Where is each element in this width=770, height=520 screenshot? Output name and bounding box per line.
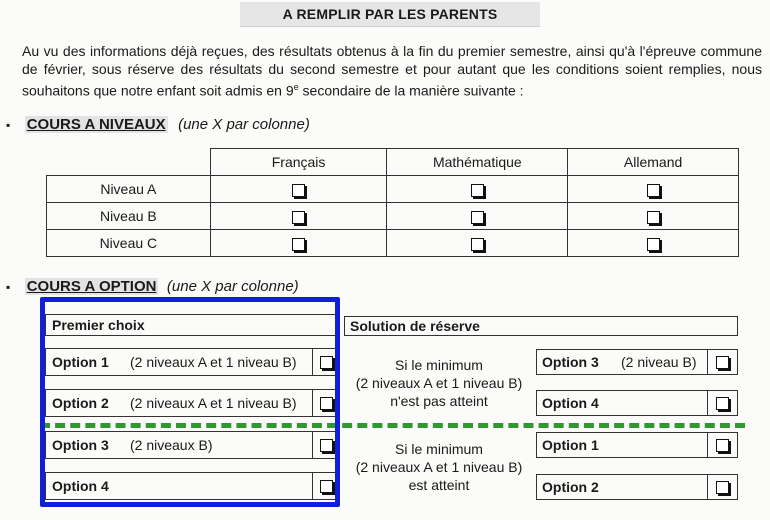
checkbox-niveau-a-francais[interactable] (292, 184, 305, 197)
row-label-niveau-b: Niveau B (47, 203, 211, 230)
left-option-2-name: Option 2 (52, 395, 109, 411)
checkbox-niveau-c-allemand[interactable] (647, 238, 660, 251)
checkbox-niveau-a-allemand[interactable] (647, 184, 660, 197)
section2-note: (une X par colonne) (166, 278, 299, 295)
condition-line: est atteint (408, 477, 470, 493)
left-option-1-detail: (2 niveaux A et 1 niveau B) (130, 354, 297, 370)
table-row (47, 203, 739, 230)
section2-bullet: ▪ (6, 280, 11, 294)
checkbox-right-option-4[interactable] (716, 481, 729, 494)
intro-text-end: secondaire de la manière suivante : (298, 82, 524, 99)
condition-met-text (344, 440, 534, 494)
right-option-3-name: Option 1 (542, 437, 599, 453)
section1-bullet: ▪ (6, 118, 11, 132)
condition-not-met-text (344, 356, 534, 410)
section1-note: (une X par colonne) (178, 116, 310, 133)
checkbox-niveau-b-allemand[interactable] (647, 211, 660, 224)
column-header-mathematique: Mathématique (387, 149, 568, 176)
right-option-row (536, 474, 738, 500)
checkbox-right-option-1[interactable] (716, 356, 729, 369)
section1-title: COURS A NIVEAUX (26, 116, 166, 133)
right-option-1-detail: (2 niveau B) (621, 354, 697, 370)
checkbox-niveau-a-mathematique[interactable] (471, 184, 484, 197)
table-row (47, 176, 739, 203)
left-option-3-detail: (2 niveaux B) (130, 437, 213, 453)
checkbox-right-option-2[interactable] (716, 397, 729, 410)
row-label-niveau-a: Niveau A (47, 176, 211, 203)
blue-highlight-box (40, 297, 340, 507)
solution-reserve-header: Solution de réserve (344, 316, 738, 336)
left-option-4-name: Option 4 (52, 478, 109, 494)
section1-bullet-row (6, 116, 310, 134)
form-title: A REMPLIR PAR LES PARENTS (282, 6, 498, 22)
condition-line: Si le minimum (395, 357, 483, 373)
right-option-1-name: Option 3 (542, 354, 599, 370)
intro-text: Au vu des informations déjà reçues, des résultats obtenus à la fin du premier semestre, ainsi qu'à l'épreuve commune de février, sous réserve des résultats du second semestre et pour autant que les conditions soient remplies, nous souhaitons que notre enfant soit admis en 9 (22, 43, 762, 99)
section2-title: COURS A OPTION (26, 278, 157, 295)
intro-paragraph (22, 42, 762, 100)
table-corner (47, 149, 211, 176)
checkbox-niveau-b-mathematique[interactable] (471, 211, 484, 224)
checkbox-niveau-b-francais[interactable] (292, 211, 305, 224)
right-option-row (536, 432, 738, 458)
intro-superscript: e (293, 82, 299, 92)
niveaux-table (46, 148, 739, 257)
right-option-row (536, 390, 738, 416)
premier-choix-header: Premier choix (45, 314, 339, 336)
column-header-francais: Français (210, 149, 387, 176)
left-option-3-name: Option 3 (52, 437, 109, 453)
table-row (47, 230, 739, 257)
column-header-allemand: Allemand (568, 149, 739, 176)
left-option-1-name: Option 1 (52, 354, 109, 370)
right-option-4-name: Option 2 (542, 479, 599, 495)
checkbox-right-option-3[interactable] (716, 439, 729, 452)
section2-bullet-row (6, 278, 299, 296)
right-option-2-name: Option 4 (542, 395, 599, 411)
left-option-2-detail: (2 niveaux A et 1 niveau B) (130, 395, 297, 411)
condition-line: (2 niveaux A et 1 niveau B) (355, 459, 523, 475)
condition-line: Si le minimum (395, 441, 483, 457)
condition-line: (2 niveaux A et 1 niveau B) (355, 375, 523, 391)
checkbox-niveau-c-francais[interactable] (292, 238, 305, 251)
condition-line: n'est pas atteint (390, 393, 488, 409)
right-option-row (536, 349, 738, 375)
checkbox-niveau-c-mathematique[interactable] (471, 238, 484, 251)
row-label-niveau-c: Niveau C (47, 230, 211, 257)
